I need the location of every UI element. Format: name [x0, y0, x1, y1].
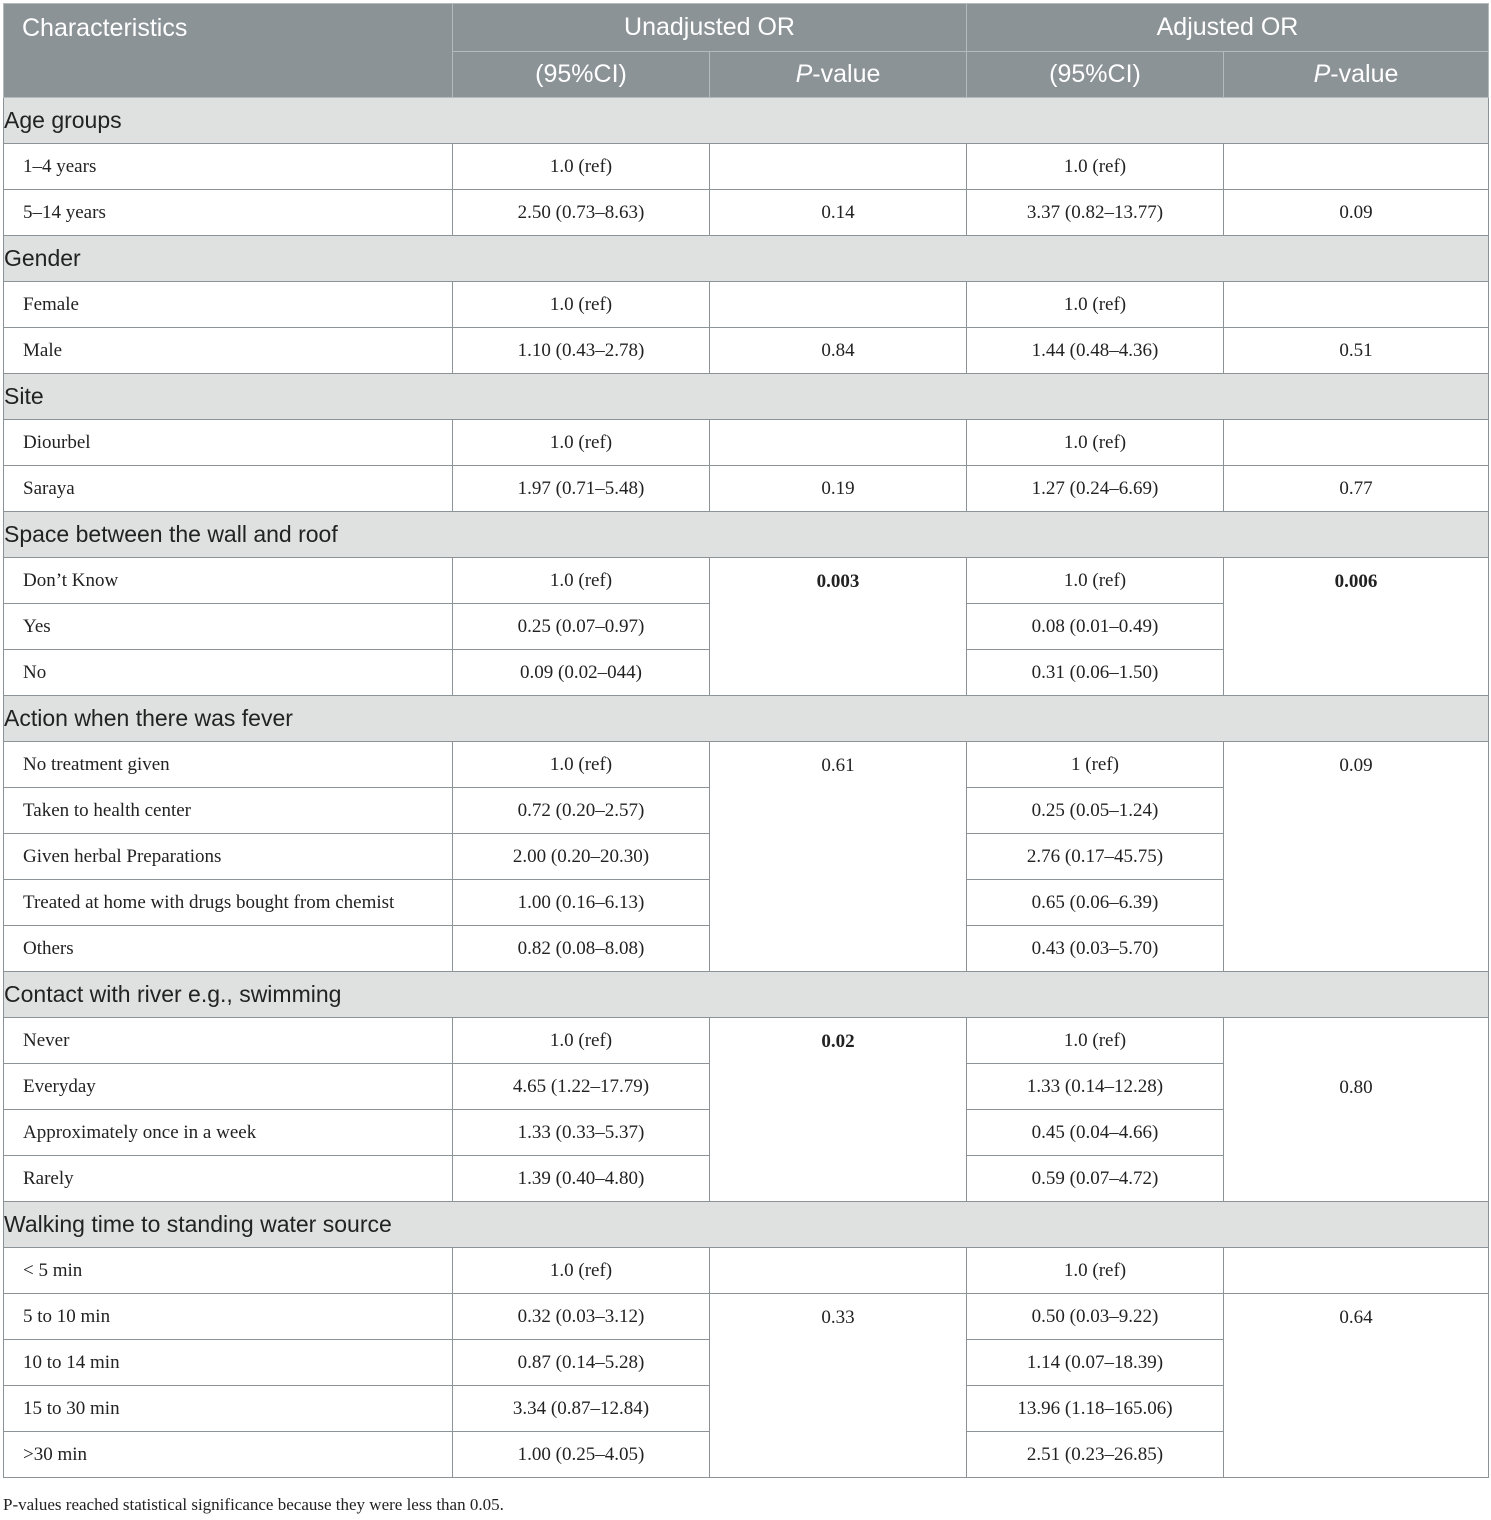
- unadjusted-or-cell: 1.0 (ref): [453, 282, 710, 328]
- unadjusted-or-cell: 1.0 (ref): [453, 1018, 710, 1064]
- adjusted-or-cell: 2.76 (0.17–45.75): [967, 834, 1224, 880]
- adjusted-or-cell: 1.0 (ref): [967, 558, 1224, 604]
- adjusted-pvalue-cell: [1224, 282, 1489, 328]
- table-row: [4, 420, 1489, 466]
- adjusted-or-cell: 1.0 (ref): [967, 144, 1224, 190]
- unadjusted-or-cell: 1.0 (ref): [453, 144, 710, 190]
- row-label: Saraya: [4, 466, 453, 512]
- adjusted-pvalue-cell: 0.09: [1224, 190, 1489, 236]
- row-label: Others: [4, 926, 453, 972]
- table-row: [4, 1018, 1489, 1064]
- unadjusted-pvalue-cell: [710, 420, 967, 466]
- adjusted-or-cell: 1.33 (0.14–12.28): [967, 1064, 1224, 1110]
- section-row: [4, 696, 1489, 742]
- header-unadjusted-or: Unadjusted OR: [453, 4, 967, 52]
- table-row: [4, 190, 1489, 236]
- or-table-container: [3, 3, 1488, 1478]
- unadjusted-pvalue-cell: 0.19: [710, 466, 967, 512]
- adjusted-or-cell: 13.96 (1.18–165.06): [967, 1386, 1224, 1432]
- row-label: 5–14 years: [4, 190, 453, 236]
- header-characteristics: Characteristics: [4, 4, 453, 98]
- adjusted-or-cell: 0.08 (0.01–0.49): [967, 604, 1224, 650]
- table-row: [4, 144, 1489, 190]
- unadjusted-or-cell: 1.97 (0.71–5.48): [453, 466, 710, 512]
- unadjusted-pvalue-cell: [710, 282, 967, 328]
- adjusted-or-cell: 0.65 (0.06–6.39): [967, 880, 1224, 926]
- adjusted-or-cell: 1.27 (0.24–6.69): [967, 466, 1224, 512]
- adjusted-or-cell: 3.37 (0.82–13.77): [967, 190, 1224, 236]
- unadjusted-or-cell: 1.39 (0.40–4.80): [453, 1156, 710, 1202]
- unadjusted-pvalue-cell: 0.61: [710, 742, 967, 972]
- row-label: < 5 min: [4, 1248, 453, 1294]
- section-row: [4, 98, 1489, 144]
- row-label: Given herbal Preparations: [4, 834, 453, 880]
- section-title: Site: [4, 374, 1489, 420]
- unadjusted-pvalue-cell-empty: [710, 1248, 967, 1294]
- adjusted-or-cell: 1.0 (ref): [967, 420, 1224, 466]
- row-label: Approximately once in a week: [4, 1110, 453, 1156]
- unadjusted-or-cell: 0.25 (0.07–0.97): [453, 604, 710, 650]
- header-adjusted-or: Adjusted OR: [967, 4, 1489, 52]
- unadjusted-or-cell: 2.00 (0.20–20.30): [453, 834, 710, 880]
- unadjusted-pvalue-cell: 0.02: [710, 1018, 967, 1202]
- row-label: >30 min: [4, 1432, 453, 1478]
- unadjusted-pvalue-cell: 0.003: [710, 558, 967, 696]
- row-label: 10 to 14 min: [4, 1340, 453, 1386]
- adjusted-or-cell: 0.50 (0.03–9.22): [967, 1294, 1224, 1340]
- adjusted-pvalue-cell: [1224, 144, 1489, 190]
- row-label: Taken to health center: [4, 788, 453, 834]
- adjusted-or-cell: 0.43 (0.03–5.70): [967, 926, 1224, 972]
- row-label: Yes: [4, 604, 453, 650]
- unadjusted-or-cell: 0.09 (0.02–044): [453, 650, 710, 696]
- adjusted-or-cell: 1.44 (0.48–4.36): [967, 328, 1224, 374]
- unadjusted-or-cell: 0.87 (0.14–5.28): [453, 1340, 710, 1386]
- table-footnote: P-values reached statistical significance because they were less than 0.05.: [3, 1495, 504, 1514]
- unadjusted-pvalue-cell: [710, 144, 967, 190]
- unadjusted-pvalue-cell: 0.14: [710, 190, 967, 236]
- table-row: [4, 466, 1489, 512]
- adjusted-or-cell: 0.59 (0.07–4.72): [967, 1156, 1224, 1202]
- section-row: [4, 512, 1489, 558]
- unadjusted-or-cell: 1.33 (0.33–5.37): [453, 1110, 710, 1156]
- unadjusted-or-cell: 1.0 (ref): [453, 742, 710, 788]
- table-body: [4, 98, 1489, 1478]
- row-label: 15 to 30 min: [4, 1386, 453, 1432]
- adjusted-pvalue-cell: 0.09: [1224, 742, 1489, 972]
- adjusted-or-cell: 0.25 (0.05–1.24): [967, 788, 1224, 834]
- row-label: 5 to 10 min: [4, 1294, 453, 1340]
- section-row: [4, 972, 1489, 1018]
- table-row: [4, 328, 1489, 374]
- odds-ratio-table: [3, 3, 1489, 1478]
- unadjusted-or-cell: 4.65 (1.22–17.79): [453, 1064, 710, 1110]
- row-label: Don’t Know: [4, 558, 453, 604]
- unadjusted-or-cell: 0.32 (0.03–3.12): [453, 1294, 710, 1340]
- unadjusted-or-cell: 0.72 (0.20–2.57): [453, 788, 710, 834]
- adjusted-pvalue-cell-empty: [1224, 1248, 1489, 1294]
- adjusted-or-cell: 0.31 (0.06–1.50): [967, 650, 1224, 696]
- section-title: Space between the wall and roof: [4, 512, 1489, 558]
- unadjusted-pvalue-cell: 0.33: [710, 1294, 967, 1478]
- adjusted-or-cell: 1.14 (0.07–18.39): [967, 1340, 1224, 1386]
- section-row: [4, 236, 1489, 282]
- adjusted-pvalue-cell: 0.51: [1224, 328, 1489, 374]
- row-label: No treatment given: [4, 742, 453, 788]
- table-row: [4, 1294, 1489, 1340]
- table-row: [4, 558, 1489, 604]
- row-label: Treated at home with drugs bought from chemist: [4, 880, 453, 926]
- adjusted-or-cell: 1.0 (ref): [967, 1248, 1224, 1294]
- unadjusted-pvalue-cell: 0.84: [710, 328, 967, 374]
- unadjusted-or-cell: 1.00 (0.16–6.13): [453, 880, 710, 926]
- unadjusted-or-cell: 1.10 (0.43–2.78): [453, 328, 710, 374]
- adjusted-pvalue-cell: [1224, 420, 1489, 466]
- adjusted-or-cell: 2.51 (0.23–26.85): [967, 1432, 1224, 1478]
- row-label: No: [4, 650, 453, 696]
- header-unadjusted-pvalue: P-value: [710, 52, 967, 98]
- row-label: 1–4 years: [4, 144, 453, 190]
- header-adjusted-pvalue: P-value: [1224, 52, 1489, 98]
- unadjusted-or-cell: 0.82 (0.08–8.08): [453, 926, 710, 972]
- unadjusted-or-cell: 1.0 (ref): [453, 420, 710, 466]
- adjusted-pvalue-cell: 0.64: [1224, 1294, 1489, 1478]
- table-row: [4, 282, 1489, 328]
- section-title: Walking time to standing water source: [4, 1202, 1489, 1248]
- header-adjusted-ci: (95%CI): [967, 52, 1224, 98]
- adjusted-pvalue-cell: 0.006: [1224, 558, 1489, 696]
- section-title: Age groups: [4, 98, 1489, 144]
- adjusted-pvalue-cell: 0.80: [1224, 1018, 1489, 1202]
- row-label: Everyday: [4, 1064, 453, 1110]
- row-label: Never: [4, 1018, 453, 1064]
- unadjusted-or-cell: 2.50 (0.73–8.63): [453, 190, 710, 236]
- table-row: [4, 742, 1489, 788]
- adjusted-pvalue-cell: 0.77: [1224, 466, 1489, 512]
- unadjusted-or-cell: 1.0 (ref): [453, 1248, 710, 1294]
- section-row: [4, 374, 1489, 420]
- row-label: Male: [4, 328, 453, 374]
- adjusted-or-cell: 1 (ref): [967, 742, 1224, 788]
- row-label: Rarely: [4, 1156, 453, 1202]
- unadjusted-or-cell: 3.34 (0.87–12.84): [453, 1386, 710, 1432]
- adjusted-or-cell: 1.0 (ref): [967, 282, 1224, 328]
- row-label: Diourbel: [4, 420, 453, 466]
- unadjusted-or-cell: 1.00 (0.25–4.05): [453, 1432, 710, 1478]
- row-label: Female: [4, 282, 453, 328]
- section-title: Gender: [4, 236, 1489, 282]
- header-unadjusted-ci: (95%CI): [453, 52, 710, 98]
- section-row: [4, 1202, 1489, 1248]
- header-row-top: [4, 4, 1489, 52]
- unadjusted-or-cell: 1.0 (ref): [453, 558, 710, 604]
- section-title: Contact with river e.g., swimming: [4, 972, 1489, 1018]
- section-title: Action when there was fever: [4, 696, 1489, 742]
- table-row: [4, 1248, 1489, 1294]
- adjusted-or-cell: 0.45 (0.04–4.66): [967, 1110, 1224, 1156]
- adjusted-or-cell: 1.0 (ref): [967, 1018, 1224, 1064]
